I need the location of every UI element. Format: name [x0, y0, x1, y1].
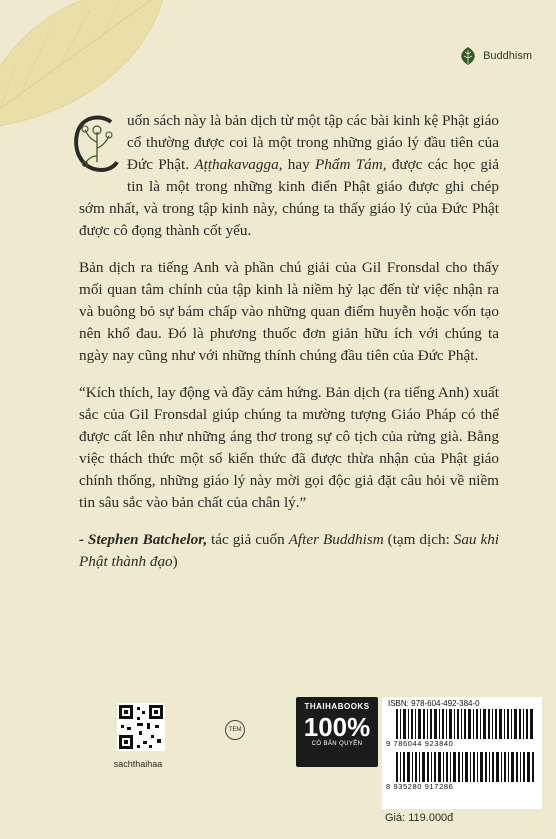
barcode-area [382, 697, 542, 809]
attribution-paren-close: ) [172, 553, 178, 570]
paragraph-2: Bản dịch ra tiếng Anh và phần chú giải của Gil Fronsdal cho thấy mối quan tâm chính của tập kinh là niềm hỷ lạc đến từ việc nhận ra và buông bỏ sự bám chấp vào những quan điểm huyễn hoặc vốn tạo nên khổ đau. Đó là phương thuốc đơn giản hữu ích với chúng ta ngày nay cũng như với những thính chúng đầu tiên của Đức Phật. [79, 259, 499, 364]
publisher-percent: 100% [303, 712, 371, 742]
attribution-text: tác giả cuốn [207, 531, 289, 548]
attribution [79, 529, 499, 573]
barcode-2-icon [396, 752, 536, 782]
attribution-translation: Sau khi Phật thành đạo [79, 531, 500, 570]
back-cover-text [79, 110, 499, 573]
paragraph-1-start: uốn sách này là bản dịch từ một tập các bài kinh kệ Phật giáo cổ thường được coi là một trong những giáo lý đầu tiên của Đức Phật. [127, 112, 499, 173]
qr-code-icon[interactable] [117, 703, 165, 751]
bodhi-leaf-icon [459, 46, 477, 66]
barcode-1-icon [396, 709, 536, 739]
paragraph-1-title-1: Aṭṭhakavagga [194, 156, 279, 173]
publisher-name: THAIHABOOKS [304, 702, 370, 711]
price-label: Giá: 119.000đ [385, 812, 454, 824]
tem-seal [225, 720, 245, 740]
paragraph-1 [79, 110, 499, 242]
barcode-number-2: 8 935280 917286 [386, 782, 454, 791]
quote: “Kích thích, lay động và đầy cảm hứng. Bản dịch (ra tiếng Anh) xuất sắc của Gil Fronsdal giúp chúng ta mường tượng Giáo Pháp có thể được cất lên như những áng thơ trong sự cô tịch của rừng già. Bằng việc thách thức một số kiến thức đã được thừa nhận của Phật giáo chính thống, những giáo lý này mời gọi độc giả đặt câu hỏi về niềm tin sâu sắc vào bản chất của chân lý.” [79, 384, 499, 511]
brand-label: Buddhism [483, 50, 532, 62]
tem-label: TEM [228, 727, 242, 733]
brand-header [459, 46, 532, 66]
publisher-badge [296, 697, 378, 767]
qr-code-block [113, 703, 165, 769]
isbn-text: ISBN: 978-604-492-384-0 [388, 699, 480, 708]
attribution-name: - Stephen Batchelor, [79, 531, 208, 548]
barcode-number-1: 9 786044 923840 [386, 739, 454, 748]
publisher-copyright: CÓ BẢN QUYỀN [311, 741, 363, 747]
paragraph-1-mid: , hay [278, 156, 315, 173]
attribution-book: After Buddhism [288, 531, 384, 548]
attribution-paren-open: (tạm dịch: [383, 531, 454, 548]
paragraph-1-title-2: Phẩm Tám, [315, 156, 387, 173]
paragraph-1-end: được các học giả tin là một trong những kinh điển Phật giáo được ghi chép sớm nhất, và trong tập kinh này, chúng ta thấy giáo lý của Đức Phật được cô đọng thành cốt yếu. [79, 156, 499, 239]
qr-label: sachthaihaa [113, 759, 163, 769]
ornamental-dropcap-c-icon [71, 112, 121, 178]
